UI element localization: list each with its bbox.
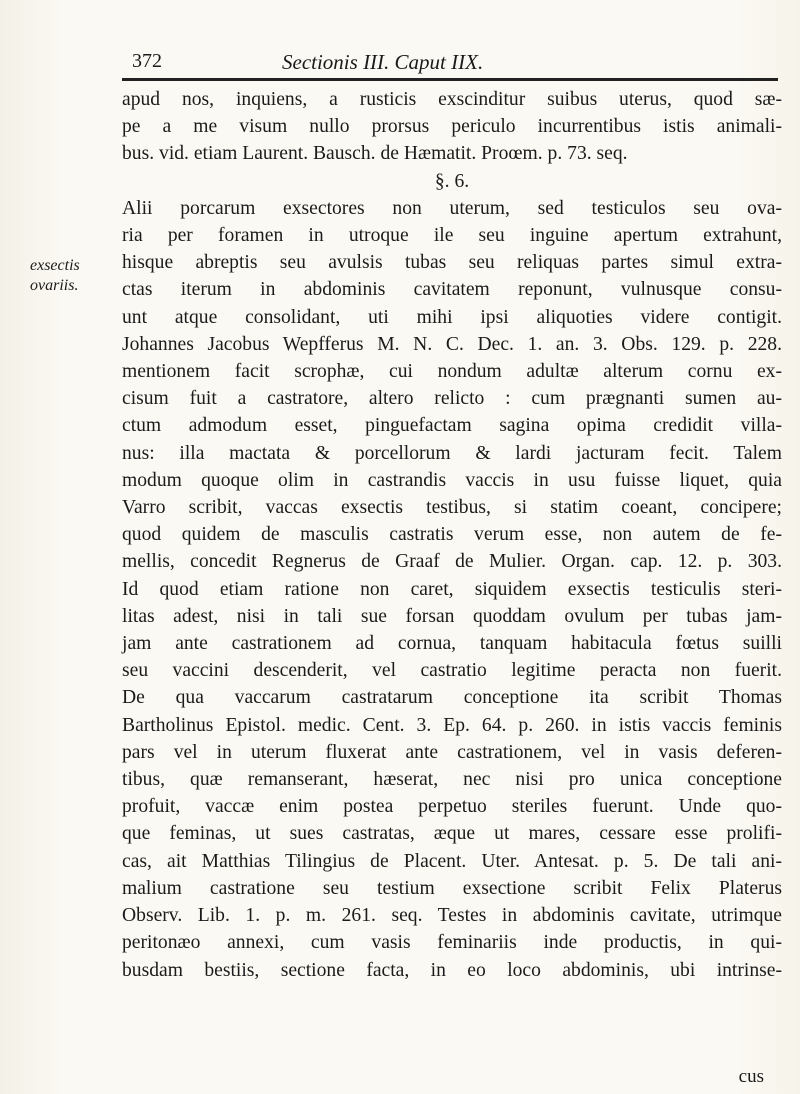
catchword: cus [738,1066,764,1087]
running-head: Sectionis III. Caput IIX. [282,50,484,74]
text-line: ctum admodum esset, pinguefactam sagina opima credidit villa- [122,415,782,437]
header-rule [122,78,778,81]
text-line: litas adest, nisi in tali sue forsan quoddam ovulum per tubas jam- [122,605,782,627]
margin-note [30,256,120,296]
text-line: ctas iterum in abdominis cavitatem reponunt, vulnusque consu- [122,279,782,301]
text-line: jam ante castrationem ad cornua, tanquam habitacula fœtus suilli [122,633,782,655]
text-line: pe a me visum nullo prorsus periculo incurrentibus istis animali- [122,116,782,138]
text-line: malium castratione seu testium exsectione scribit Felix Platerus [122,877,782,899]
text-line: cisum fuit a castratore, altero relicto : cum prægnanti sumen au- [122,388,782,410]
text-line: busdam bestiis, sectione facta, in eo loco abdominis, ubi intrinse- [122,959,782,981]
text-line: profuit, vaccæ enim postea perpetuo steriles fuerunt. Unde quo- [122,796,782,818]
text-line: Observ. Lib. 1. p. m. 261. seq. Testes in abdominis cavitate, utrimque [122,905,782,927]
text-line: hisque abreptis seu avulsis tubas seu reliquas partes simul extra- [122,252,782,274]
text-line: seu vaccini descenderit, vel castratio legitime peracta non fuerit. [122,660,782,682]
text-line: Alii porcarum exsectores non uterum, sed testiculos seu ova- [122,197,782,219]
text-line: tibus, quæ remanserant, hæserat, nec nisi pro unica conceptione [122,769,782,791]
text-line: peritonæo annexi, cum vasis feminariis inde productis, in qui- [122,932,782,954]
text-line: Varro scribit, vaccas exsectis testibus, si statim coeant, concipere; [122,497,782,519]
margin-note-line: ovariis. [30,277,79,294]
text-line: nus: illa mactata & porcellorum & lardi jacturam fecit. Talem [122,442,782,464]
text-line: apud nos, inquiens, a rusticis exscinditur suibus uterus, quod sæ- [122,89,782,110]
text-line: bus. vid. etiam Laurent. Bausch. de Hæmatit. Proœm. p. 73. seq. [122,143,628,165]
margin-note-line: exsectis [30,257,80,274]
text-line: Johannes Jacobus Wepfferus M. N. C. Dec. 1. an. 3. Obs. 129. p. 228. [122,333,782,355]
text-line: Bartholinus Epistol. medic. Cent. 3. Ep. 64. p. 260. in istis vaccis feminis [122,714,782,736]
text-line: Id quod etiam ratione non caret, siquidem exsectis testiculis steri- [122,578,782,600]
body-text [122,86,782,984]
text-line: que feminas, ut sues castratas, æque ut mares, cessare esse prolifi- [122,823,782,845]
text-line: mentionem facit scrophæ, cui nondum adultæ alterum cornu ex- [122,361,782,383]
page-header [132,50,772,78]
text-line: pars vel in uterum fluxerat ante castrationem, vel in vasis deferen- [122,741,782,763]
text-line: mellis, concedit Regnerus de Graaf de Mulier. Organ. cap. 12. p. 303. [122,551,782,573]
text-line: ria per foramen in utroque ile seu inguine apertum extrahunt, [122,225,782,247]
text-line: De qua vaccarum castratarum conceptione ita scribit Thomas [122,687,782,709]
text-line: cas, ait Matthias Tilingius de Placent. Uter. Antesat. p. 5. De tali ani- [122,850,782,872]
text-line: quod quidem de masculis castratis verum esse, non autem de fe- [122,524,782,546]
text-line: modum quoque olim in castrandis vaccis in usu fuisse liquet, quia [122,469,782,491]
text-line: unt atque consolidant, uti mihi ipsi aliquoties videre contigit. [122,306,782,328]
text-line: §. 6. [434,170,470,192]
page-number: 372 [132,50,162,72]
